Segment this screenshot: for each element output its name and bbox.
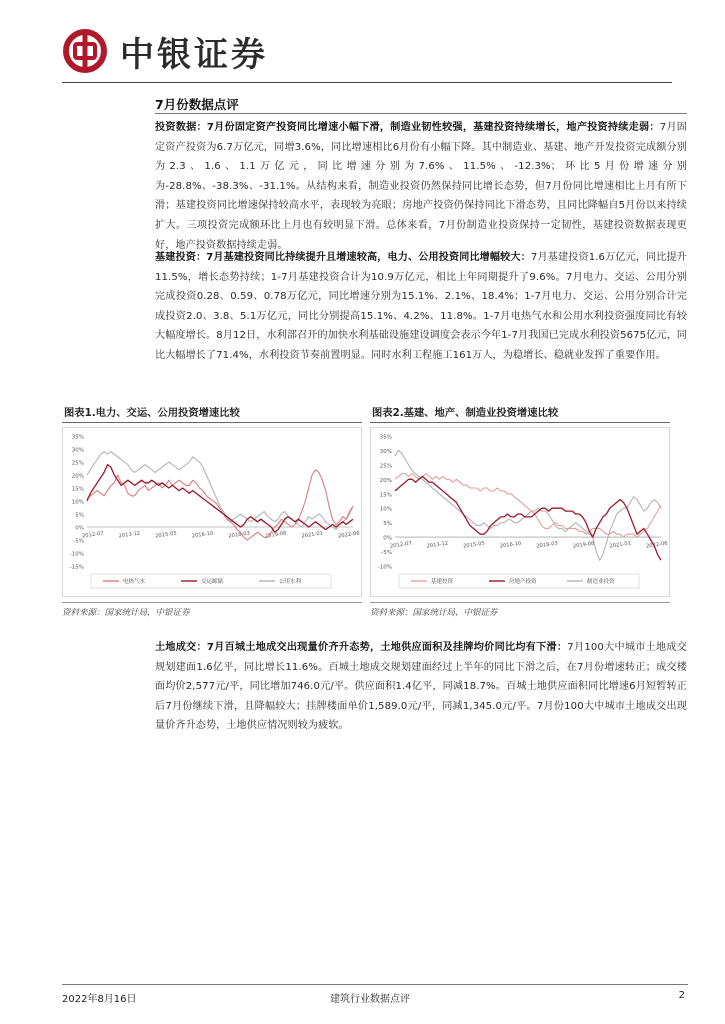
- y-tick-label: 20%: [379, 477, 392, 484]
- paragraph-lead: 土地成交：7月百城土地成交出现量价齐升态势，土地供应面积及挂牌均价同比均有下滑：: [155, 642, 568, 653]
- figure-1: [62, 404, 362, 616]
- footer-date: 2022年8月16日: [62, 994, 137, 1005]
- y-tick-label: 20%: [71, 473, 84, 480]
- footer-title: 建筑行业数据点评: [330, 994, 410, 1005]
- logo-text: 中银证券: [120, 34, 268, 75]
- y-tick-label: 10%: [71, 499, 84, 506]
- x-tick-label: 2016-10: [499, 540, 522, 550]
- brand-logo: [62, 28, 268, 74]
- figure-source: 资料来源：国家统计局，中银证券: [370, 602, 670, 618]
- figure-title: 图表1.电力、交运、公用投资增速比较: [64, 407, 240, 419]
- y-tick-label: 5%: [75, 512, 84, 519]
- x-tick-label: 2015-05: [154, 530, 178, 540]
- x-tick-label: 2012-07: [81, 530, 105, 540]
- x-tick-label: 2015-05: [462, 540, 486, 550]
- x-tick-label: 2021-01: [609, 540, 632, 550]
- figure-source: 资料来源：国家统计局，中银证券: [62, 602, 362, 618]
- paragraph-land: [155, 638, 687, 736]
- y-tick-label: -10%: [69, 551, 84, 558]
- x-tick-label: 2019-08: [572, 540, 595, 550]
- legend-label: 交运邮储: [201, 579, 224, 585]
- paragraph-infrastructure: [155, 248, 687, 366]
- x-tick-label: 2013-12: [426, 540, 449, 550]
- chart-infra-realestate-manufacturing: [371, 428, 669, 596]
- chart-power-transport-utility: [63, 428, 361, 596]
- x-tick-label: 2018-03: [535, 540, 559, 550]
- y-tick-label: 5%: [383, 521, 392, 528]
- x-tick-label: 2021-01: [301, 530, 324, 540]
- y-tick-label: 25%: [379, 463, 392, 470]
- y-tick-label: 35%: [71, 434, 84, 441]
- y-tick-label: 25%: [71, 460, 84, 467]
- header-divider: [62, 82, 672, 83]
- x-tick-label: 2012-07: [389, 540, 413, 550]
- y-tick-label: -15%: [69, 564, 84, 571]
- paragraph-investment: [155, 118, 687, 255]
- legend-label: 基建投资: [431, 579, 454, 585]
- y-tick-label: 0%: [75, 525, 84, 532]
- x-tick-label: 2022-06: [337, 530, 361, 540]
- paragraph-body: 7月固定资产投资为6.7万亿元，同增3.6%，同比增速相比6月份有小幅下降。其中制造业、基建、地产开发投资完成额分别为2.3、1.6、1.1万亿元，同比增速分别为7.6%、11.5%、-12.3%；环比5月份增速分别为-28.8%、-38.3%、-31.1%。从结构来看，制造业投资仍然保持同比增长态势，但7月份同比增速相比上月有所下滑；基建投资同比增速保持较高水平，表现较为亮眼；房地产投资仍保持同比下滑态势，且同比降幅自5月份以来持续扩大。三项投资完成额环比上月也有较明显下滑。总体来看，7月份制造业投资保持一定韧性，基建投资数据表现更好，地产投资数据持续走弱。: [155, 122, 687, 251]
- series-line-1: [87, 465, 353, 533]
- y-tick-label: 15%: [71, 486, 84, 493]
- x-tick-label: 2019-08: [264, 530, 287, 540]
- y-tick-label: -5%: [73, 538, 84, 545]
- y-tick-label: 15%: [379, 492, 392, 499]
- figure-title-rule: [370, 422, 670, 423]
- chart-frame: [370, 427, 670, 597]
- paragraph-lead: 基建投资：7月基建投资同比持续提升且增速较高，电力、公用投资同比增幅较大：: [155, 252, 531, 263]
- legend-label: 电热气水: [123, 579, 146, 585]
- figure-2: [370, 404, 670, 616]
- y-tick-label: 30%: [71, 447, 84, 454]
- y-tick-label: -10%: [377, 564, 392, 571]
- legend-label: 房地产投资: [509, 579, 537, 585]
- figure-title: 图表2.基建、地产、制造业投资增速比较: [372, 407, 559, 419]
- bank-of-china-logo-icon: [62, 28, 108, 74]
- y-tick-label: 0%: [383, 535, 392, 542]
- page-number: 2: [678, 990, 685, 1001]
- x-tick-label: 2022-06: [645, 540, 669, 550]
- legend-label: 公用水利: [279, 579, 302, 585]
- y-tick-label: -5%: [381, 550, 392, 557]
- x-tick-label: 2013-12: [118, 530, 141, 540]
- paragraph-lead: 投资数据：7月份固定资产投资同比增速小幅下滑，制造业韧性较强，基建投资持续增长，地产投资持续走弱：: [155, 122, 660, 133]
- legend-label: 制造业投资: [587, 579, 615, 585]
- section-divider: [155, 113, 687, 114]
- y-tick-label: 10%: [379, 506, 392, 513]
- paragraph-body: 7月100大中城市土地成交规划建面1.6亿平，同比增长11.6%。百城土地成交规划建面经过上半年的同比下滑之后，在7月份增速转正；成交楼面均价2,577元/平，同比增加746.0元/平。供应面积1.4亿平，同减18.7%。百城土地供应面积同比增速6月短暂转正后7月份继续下滑，且降幅较大；挂牌楼面单价1,589.0元/平，同减1,345.0元/平。7月份100大中城市土地成交出现量价齐升态势，土地供应情况则较为疲软。: [155, 642, 687, 732]
- paragraph-body: 7月基建投资1.6万亿元，同比提升11.5%，增长态势持续；1-7月基建投资合计为10.9万亿元，相比上年同期提升了9.6%。7月电力、交运、公用分别完成投资0.28、0.59、0.78万亿元，同比增速分别为15.1%、2.1%、18.4%；1-7月电力、交运、公用分别合计完成投资2.0、3.8、5.1万亿元，同比分别提高15.1%、4.2%、11.8%。1-7月电热气水和公用水利投资强度同比有较大幅度增长。8月12日，水利部召开的加快水利基础设施建设调度会表示今年1-7月我国已完成水利投资5675亿元，同比大幅增长了71.4%，水利投资节奏前置明显。同时水利工程施工161万人，为稳增长、稳就业发挥了重要作用。: [155, 252, 687, 361]
- section-title: 7月份数据点评: [155, 97, 239, 112]
- footer-divider: [62, 984, 688, 985]
- figure-title-rule: [62, 422, 362, 423]
- series-line-0: [395, 474, 661, 537]
- y-tick-label: 35%: [379, 434, 392, 441]
- x-tick-label: 2016-10: [191, 530, 214, 540]
- y-tick-label: 30%: [379, 448, 392, 455]
- chart-frame: [62, 427, 362, 597]
- x-tick-label: 2018-03: [227, 530, 251, 540]
